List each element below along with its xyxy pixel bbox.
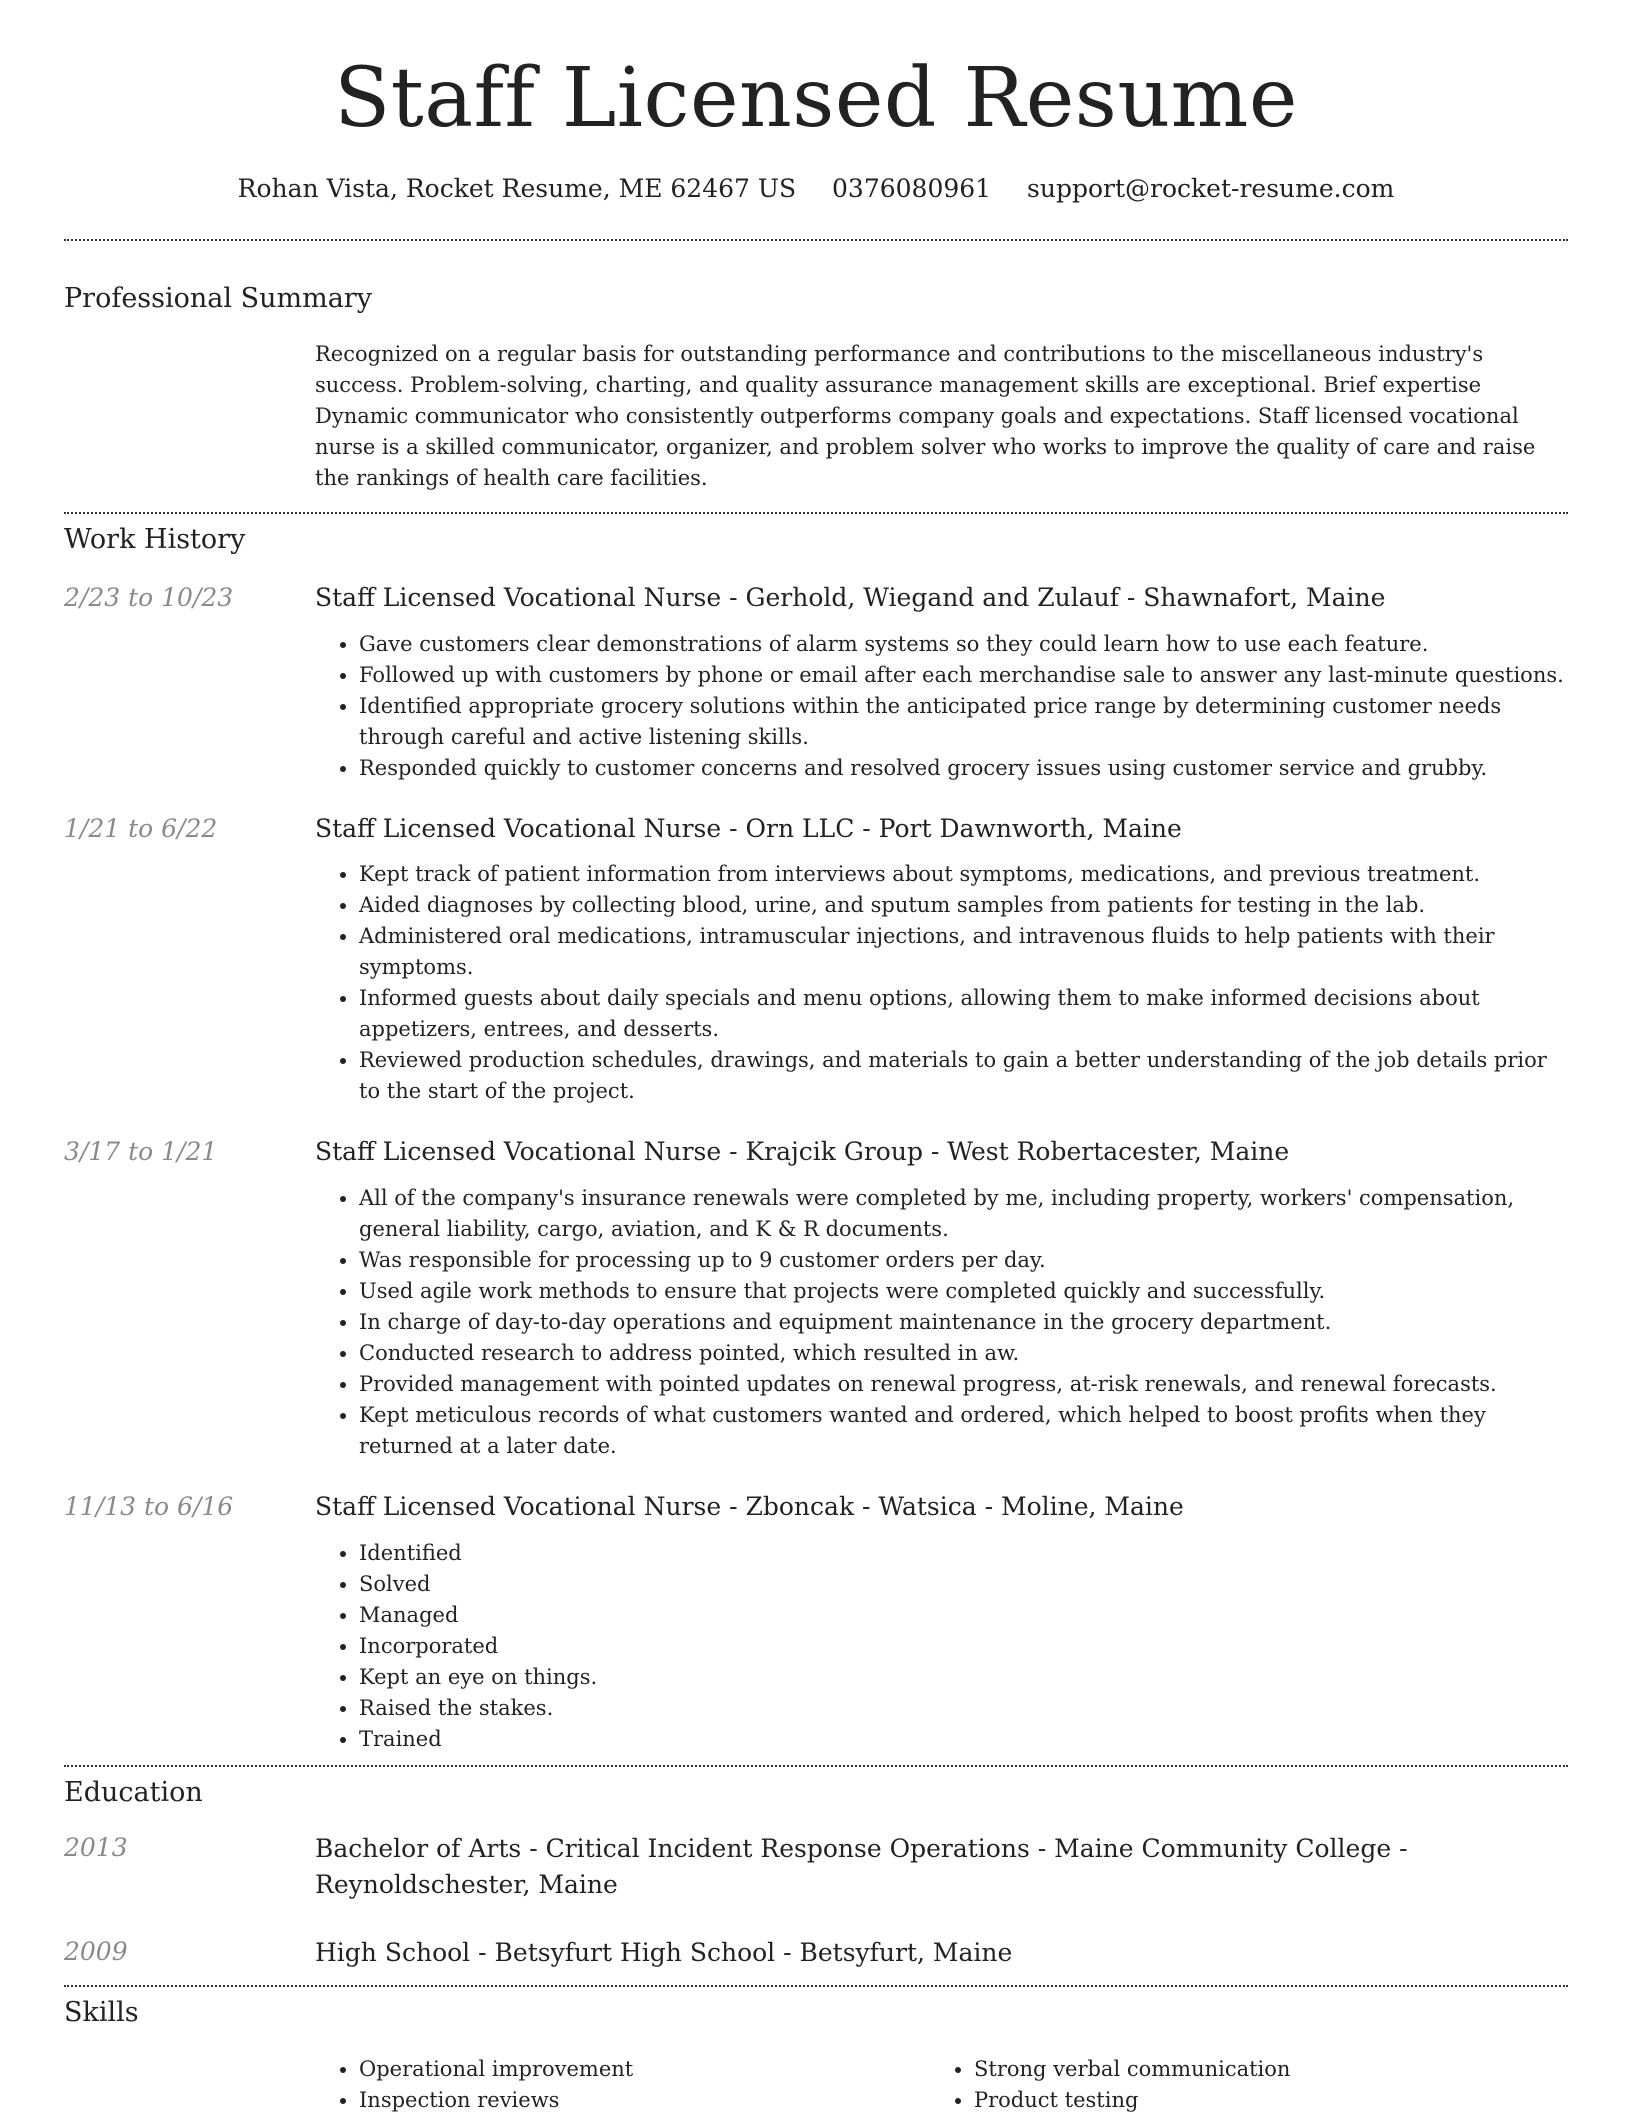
skill-item: • Strong verbal communication: [974, 2054, 1545, 2085]
list-item: • Reviewed production schedules, drawings, and materials to gain a better understanding of the job details prior to the start of the project.: [359, 1045, 1568, 1107]
job-entry: [64, 581, 1568, 784]
job-bullets: [315, 1538, 1568, 1755]
skills-list-right: [930, 2054, 1545, 2116]
work-history-heading: Work History: [64, 524, 246, 556]
job-entry: [64, 1135, 1568, 1462]
job-dates: 2/23 to 10/23: [64, 582, 234, 612]
job-dates: 3/17 to 1/21: [64, 1137, 218, 1167]
contact-email: support@rocket-resume.com: [1027, 174, 1395, 203]
list-item: • Incorporated: [359, 1631, 1568, 1662]
list-item: • Raised the stakes.: [359, 1693, 1568, 1724]
list-item: • Administered oral medications, intramuscular injections, and intravenous fluids to help patients with their symptoms.: [359, 921, 1568, 983]
education-school: - Maine Community College - Reynoldschester, Maine: [315, 1834, 1408, 1900]
job-bullets: [315, 859, 1568, 1107]
job-entry: [64, 1490, 1568, 1755]
list-item: • Provided management with pointed updates on renewal progress, at-risk renewals, and renewal forecasts.: [359, 1369, 1568, 1400]
skill-item: • Inspection reviews: [359, 2085, 930, 2116]
summary-text: Recognized on a regular basis for outstanding performance and contributions to the miscellaneous industry's success. Problem-solving, charting, and quality assurance management skills are exceptional. Brief expertise Dynamic communicator who consistently outperforms company goals and expectations. Staff licensed vocational nurse is a skilled communicator, organizer, and problem solver who works to improve the quality of care and raise the rankings of health care facilities.: [315, 342, 1536, 491]
resume-title: Staff Licensed Resume: [334, 51, 1298, 146]
list-item: • Informed guests about daily specials and menu options, allowing them to make informed decisions about appetizers, entrees, and desserts.: [359, 983, 1568, 1045]
job-title: Staff Licensed Vocational Nurse - Krajcik Group - West Robertacester, Maine: [315, 1137, 1290, 1167]
skills-heading: Skills: [64, 1997, 139, 2029]
job-bullets: [315, 629, 1568, 784]
divider: [64, 1765, 1568, 1767]
divider: [64, 239, 1568, 241]
list-item: • Managed: [359, 1600, 1568, 1631]
education-title: [315, 1831, 1568, 1903]
job-title: Staff Licensed Vocational Nurse - Zboncak - Watsica - Moline, Maine: [315, 1492, 1184, 1522]
education-heading: Education: [64, 1776, 203, 1808]
list-item: • Gave customers clear demonstrations of alarm systems so they could learn how to use each feature.: [359, 629, 1568, 660]
job-title: Staff Licensed Vocational Nurse - Orn LLC - Port Dawnworth, Maine: [315, 813, 1182, 843]
list-item: • Was responsible for processing up to 9 customer orders per day.: [359, 1245, 1568, 1276]
summary-heading: Professional Summary: [64, 283, 372, 314]
skill-item: • Product testing: [974, 2085, 1545, 2116]
job-dates: 11/13 to 6/16: [64, 1492, 234, 1522]
list-item: • Aided diagnoses by collecting blood, urine, and sputum samples from patients for testing in the lab.: [359, 890, 1568, 921]
list-item: • Kept an eye on things.: [359, 1662, 1568, 1693]
contact-phone: 0376080961: [832, 174, 992, 203]
education-degree: High School: [315, 1938, 471, 1968]
list-item: • Kept track of patient information from interviews about symptoms, medications, and previous treatment.: [359, 859, 1568, 890]
skills-list-left: [315, 2054, 930, 2116]
list-item: • Identified: [359, 1538, 1568, 1569]
list-item: • Conducted research to address pointed, which resulted in aw.: [359, 1338, 1568, 1369]
list-item: • In charge of day-to-day operations and equipment maintenance in the grocery department.: [359, 1307, 1568, 1338]
list-item: • Followed up with customers by phone or email after each merchandise sale to answer any last-minute questions.: [359, 660, 1568, 691]
education-entry: [64, 1831, 1568, 1903]
job-entry: [64, 812, 1568, 1108]
list-item: • All of the company's insurance renewals were completed by me, including property, workers' compensation, general liability, cargo, aviation, and K & R documents.: [359, 1183, 1568, 1245]
skills-row: [64, 2054, 1568, 2116]
education-school: - Betsyfurt High School - Betsyfurt, Maine: [470, 1938, 1013, 1968]
list-item: • Trained: [359, 1724, 1568, 1755]
education-degree: Bachelor of Arts - Critical Incident Response Operations: [315, 1834, 1030, 1864]
divider: [64, 512, 1568, 514]
divider: [64, 1985, 1568, 1987]
contact-address: Rohan Vista, Rocket Resume, ME 62467 US: [237, 174, 797, 203]
list-item: • Responded quickly to customer concerns and resolved grocery issues using customer service and grubby.: [359, 753, 1568, 784]
education-year: 2013: [64, 1833, 128, 1863]
list-item: • Used agile work methods to ensure that projects were completed quickly and successfully.: [359, 1276, 1568, 1307]
job-title: Staff Licensed Vocational Nurse - Gerhold, Wiegand and Zulauf - Shawnafort, Maine: [315, 582, 1386, 612]
skill-item: • Operational improvement: [359, 2054, 930, 2085]
summary-row: [64, 339, 1568, 494]
list-item: • Kept meticulous records of what customers wanted and ordered, which helped to boost profits when they returned at a later date.: [359, 1400, 1568, 1462]
contact-line: [64, 174, 1568, 204]
summary-spacer: [64, 339, 315, 494]
list-item: • Solved: [359, 1569, 1568, 1600]
education-title: [315, 1935, 1568, 1971]
list-item: • Identified appropriate grocery solutions within the anticipated price range by determining customer needs through careful and active listening skills.: [359, 691, 1568, 753]
job-dates: 1/21 to 6/22: [64, 813, 218, 843]
skills-spacer: [64, 2054, 315, 2116]
education-entry: [64, 1935, 1568, 1971]
resume-page: [64, 0, 1568, 2116]
job-bullets: [315, 1183, 1568, 1462]
education-year: 2009: [64, 1937, 128, 1967]
